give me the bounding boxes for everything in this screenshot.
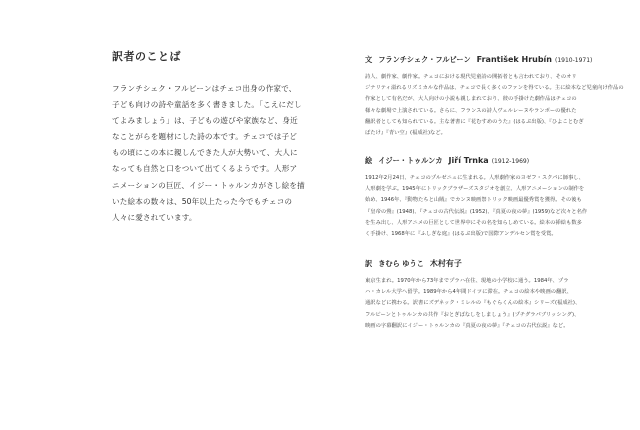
- illustrator-name-ja: イジー・トゥルンカ: [378, 156, 443, 165]
- illustrator-name-latin: Jiří Trnka: [448, 156, 489, 165]
- role-label: 絵: [365, 156, 373, 165]
- afterword-line: もの頃にこの本に親しんできた人が大勢いて、大人に: [112, 148, 298, 158]
- bio-line: く手掛け、1968年に『ふしぎな庭』(はるぷ出版)で国際アンデルセン賞を受賞。: [365, 231, 557, 238]
- afterword-line: ニメーションの巨匠、イジー・トゥルンカがさし絵を描: [112, 180, 305, 190]
- bio-line: 1912年2月24日、チェコのプルゼニュに生まれる。人形劇作家のヨゼフ・スクパに師事し、: [365, 175, 584, 181]
- translator-name-kanji: 木村有子: [429, 259, 462, 268]
- afterword-line: 子ども向けの詩や童話を多く書きました。「こえにだし: [112, 100, 302, 110]
- author-name-latin: František Hrubín: [476, 55, 552, 64]
- bio-line: 東京生まれ。1970年から73年までプラハ在住、現地の小学校に通う。1984年、プラ: [365, 278, 569, 284]
- bio-line: ばたけ』『青い空』(福成社)など。: [365, 130, 446, 137]
- bio-line: 翻訳者としても知られている。主な著書に『花むすめのうた』(はるぷ出版)、『ひよことむぎ: [365, 118, 584, 125]
- role-label: 文: [365, 55, 373, 64]
- bio-line: ハ・カレル大学へ留学。1989年から4年間ドイツに滞在。チェコの絵本や映画の翻訳、: [365, 289, 572, 296]
- translator-name-ja: きむら ゆうこ: [378, 259, 424, 268]
- afterword-line: 人々に愛されています。: [112, 212, 197, 222]
- author-years: (1910-1971): [555, 57, 593, 64]
- author-bio: [365, 54, 624, 139]
- bio-line: 様々な劇場で上演されている。さらに、フランスの詩人ヴェルレーヌやランボーの優れた: [365, 107, 577, 114]
- author-name-ja: フランチシェク・フルビーン: [378, 55, 471, 64]
- illustrator-years: (1912-1969): [491, 158, 530, 165]
- afterword-line: てよみましょう」は、子どもの遊びや家族など、身近: [112, 116, 298, 126]
- afterword-title: 訳者のことば: [112, 50, 181, 63]
- afterword-line: なことがらを題材にした詩の本です。チェコでは子ど: [112, 132, 298, 142]
- bio-line: 『皇帝の鶯』(1948)、『チェコの古代伝説』(1952)、『真夏の夜の夢』(1959)など次々と名作: [365, 208, 588, 215]
- bio-line: 映画の字幕翻訳にイジー・トゥルンカの『真夏の夜の夢』『チェコの古代伝説』など。: [365, 322, 569, 329]
- bio-line: 人形劇を学ぶ。1945年にトリックブラザーズスタジオを創立、人形アニメーションの制作を: [365, 186, 585, 193]
- bio-line: 作家として有名だが、大人向けの小説も親しまれており、彼の手掛けた劇作品はチェコの: [365, 96, 577, 103]
- afterword-line: フランチシェク・フルビーンはチェコ出身の作家で、: [112, 84, 297, 93]
- translator-heading: [365, 258, 605, 270]
- bio-line: を生み出し、人形アニメの巨匠として世界中にその名を知らしめている。絵本の挿絵も数多: [365, 219, 582, 226]
- bio-line: フルビーンとトゥルンカの共作『おとぎばなしをしましょう』(プチグラパブリッシング)、: [365, 311, 580, 318]
- role-label: 訳: [365, 259, 373, 268]
- bio-line: 通訳などに携わる。訳書にズデネック・ミレルの『もぐらくんの絵本』シリーズ(福成社)、: [365, 300, 581, 307]
- author-heading: [365, 54, 605, 66]
- bio-line: 始め、1946年、『動物たちと山賊』でカンヌ映画祭トリック映画最優秀賞を獲得。その後も: [365, 197, 582, 204]
- bio-line: ジナリティ溢れるリズミカルな作品は、チェコで長く多くのファンを得ている。主に絵本など児童向け作品の: [365, 85, 624, 92]
- bio-line: 詩人、劇作家、劇作家。チェコにおける現代児童詩の開拓者とも言われており、そのオリ: [365, 74, 577, 80]
- translator-bio: [365, 258, 605, 332]
- afterword-line: なっても自然と口をついて出てくるようです。人形ア: [112, 164, 298, 174]
- afterword-line: いた絵本の数々は、50年以上たった今でもチェコの: [112, 196, 293, 206]
- illustrator-bio: [365, 155, 605, 240]
- illustrator-heading: [365, 155, 605, 167]
- translator-afterword: [112, 48, 327, 226]
